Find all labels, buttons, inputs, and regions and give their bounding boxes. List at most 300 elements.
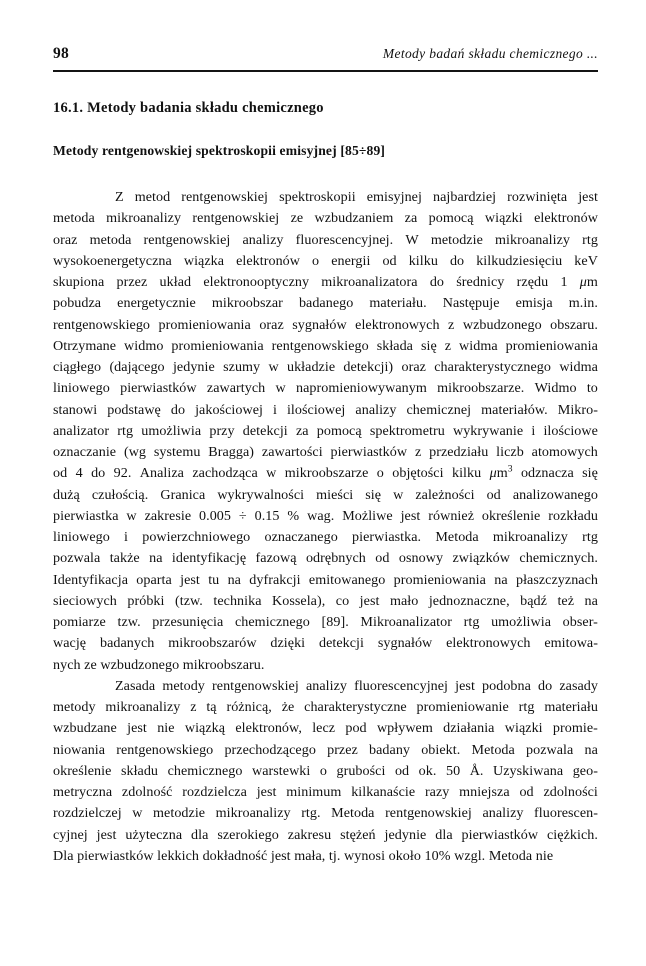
word: Å. xyxy=(469,762,484,779)
word: elektronów xyxy=(236,252,301,269)
word: geo- xyxy=(572,762,598,779)
word: o xyxy=(376,465,384,482)
word: fluorescencyjnej. xyxy=(295,231,394,248)
text-line xyxy=(53,676,598,697)
word: mało xyxy=(389,592,419,609)
word: jest xyxy=(180,571,200,588)
word: pozwala xyxy=(53,550,101,567)
word: (wg xyxy=(123,444,147,460)
word: elektronowych xyxy=(446,635,531,652)
word: rozkładu xyxy=(548,507,598,524)
text-line xyxy=(53,336,598,357)
word: przechodzącego xyxy=(224,741,316,758)
word: pomocą xyxy=(428,210,474,227)
word: przesunięcia xyxy=(152,614,224,630)
word: z xyxy=(444,337,452,354)
section-heading: 16.1. Metody badania składu chemicznego xyxy=(53,100,324,116)
text-line xyxy=(53,442,598,463)
word: rtg xyxy=(518,699,535,715)
word: tu xyxy=(208,571,220,588)
word: jest xyxy=(578,189,598,205)
word: rentgenowskiego xyxy=(271,337,369,354)
text-line xyxy=(53,803,598,824)
word: warstewki xyxy=(251,762,311,779)
text-line xyxy=(53,378,598,399)
word: tą xyxy=(206,699,217,715)
word: analizy xyxy=(355,401,397,418)
word: elektronowych xyxy=(355,316,440,333)
word: najbardziej xyxy=(432,189,497,205)
word: pod xyxy=(345,720,367,737)
word: mikroanalizy xyxy=(495,231,570,248)
page-number: 98 xyxy=(53,45,69,62)
word: jest xyxy=(455,677,475,694)
word: podstawę xyxy=(107,401,161,418)
word: związków xyxy=(452,550,511,567)
word: emitowanego xyxy=(308,571,386,588)
word: niowania xyxy=(53,741,106,758)
word: to xyxy=(586,380,598,397)
word: czułością. xyxy=(91,486,149,503)
word: 0.15 xyxy=(254,507,280,524)
word: analizator xyxy=(53,422,110,439)
word: sygnałów xyxy=(377,635,433,652)
word: ilościowej xyxy=(286,401,346,418)
word: oraz xyxy=(259,316,284,333)
word: szerokiego xyxy=(217,826,279,843)
word: rentgenowskiego xyxy=(53,316,151,333)
text-line xyxy=(53,527,598,548)
word: technika xyxy=(213,592,262,609)
word: kilkanaście xyxy=(351,784,416,800)
word: podobna xyxy=(482,677,531,694)
word: materiału xyxy=(544,699,598,715)
word: z xyxy=(190,699,197,715)
word: płaszczyznach xyxy=(515,571,598,588)
word: 50 xyxy=(445,762,461,779)
word: liczb xyxy=(496,444,524,460)
word: rozdzielcza xyxy=(182,784,247,800)
text-line xyxy=(53,251,598,272)
subsection-heading: Metody rentgenowskiej spektroskopii emisyjnej [85÷89] xyxy=(53,143,386,158)
word: w xyxy=(126,507,137,524)
text-line xyxy=(53,697,598,718)
word: elektronów xyxy=(534,210,598,227)
word: i xyxy=(272,401,277,418)
word: do xyxy=(429,274,445,290)
word: rozdzielczej xyxy=(53,805,122,822)
word: objętości xyxy=(392,465,444,482)
word: tzw. xyxy=(117,614,141,630)
word: widma xyxy=(559,359,598,375)
word: badanych xyxy=(99,635,155,652)
word: w xyxy=(393,486,404,503)
word: badanego xyxy=(298,295,354,312)
word: zakresie xyxy=(144,507,192,524)
text-line xyxy=(53,825,598,846)
word: sygnałów xyxy=(292,316,347,333)
word: metody xyxy=(53,699,96,715)
word: Uzyskiwana xyxy=(493,762,564,779)
word: Kossela), xyxy=(272,592,326,609)
word: spektroskopii xyxy=(279,189,356,205)
word: kilku xyxy=(451,465,482,482)
word: bądź xyxy=(520,592,547,609)
text-line xyxy=(53,187,598,208)
word: Metoda xyxy=(471,741,515,758)
word: materiałów. xyxy=(481,401,548,418)
word: umożliwia xyxy=(141,422,202,439)
text-line xyxy=(53,655,598,676)
word: od xyxy=(53,465,68,482)
word: w xyxy=(268,359,279,375)
word: oraz xyxy=(401,359,426,375)
word: Granica xyxy=(160,486,206,503)
word: % xyxy=(287,507,300,524)
word: Zasada xyxy=(115,677,156,694)
word: detekcji) xyxy=(343,359,394,375)
word: analizy xyxy=(242,231,284,248)
word: Dla pierwiastków lekkich dokładność jest mała, tj. wynosi około 10% wzgl. Metoda nie xyxy=(53,847,554,864)
text-line xyxy=(53,740,598,761)
word: Widmo xyxy=(534,380,577,397)
word: promieniowania xyxy=(158,316,251,333)
word: mikroanalizy xyxy=(215,805,291,822)
word: metodzie xyxy=(430,231,483,248)
word: pomiarze xyxy=(53,614,106,630)
word: widma xyxy=(459,337,498,354)
word: jedynie xyxy=(384,826,427,843)
word: określenie xyxy=(53,762,112,779)
word: w xyxy=(266,465,277,482)
word: mieści xyxy=(316,486,354,503)
word: mikroanalizy xyxy=(105,699,181,715)
word: widmo xyxy=(124,337,164,354)
word: jest xyxy=(96,826,117,843)
word: (dającego xyxy=(109,359,165,375)
word: mikroobszar xyxy=(211,295,283,312)
word: promieniowania xyxy=(393,571,486,588)
word: charakterystyczne xyxy=(304,699,407,715)
word: na xyxy=(149,550,163,567)
word: Otrzymane xyxy=(53,337,117,354)
running-head xyxy=(53,46,598,68)
word: promieniowania xyxy=(505,337,598,354)
word: mikroobszarów xyxy=(168,635,257,652)
word: Identyfikacja xyxy=(53,571,128,588)
word: Bragga) xyxy=(208,444,255,460)
word: o xyxy=(312,252,320,269)
word: szumy xyxy=(223,359,261,375)
word: oznaczanego xyxy=(264,529,338,545)
word: wag. xyxy=(307,507,335,524)
text-line xyxy=(53,570,598,591)
word: pobudza xyxy=(53,295,102,312)
word: Z xyxy=(115,189,124,205)
word: oraz xyxy=(53,231,78,248)
word: rtg. xyxy=(301,805,321,822)
word: wykrywanie xyxy=(452,422,524,439)
word: energii xyxy=(331,252,371,269)
text-line xyxy=(53,633,598,654)
word: systemu xyxy=(153,444,201,460)
word: promie- xyxy=(552,720,598,737)
word: odrębnych xyxy=(305,550,366,567)
word: nych ze wzbudzonego mikroobszaru. xyxy=(53,656,265,673)
word: od xyxy=(486,486,501,503)
word: rtg xyxy=(582,529,598,545)
word: Mikroanalizator xyxy=(360,614,452,630)
word: badany xyxy=(369,741,411,758)
word: chemicznych. xyxy=(519,550,598,567)
word: pierwiastka xyxy=(53,507,119,524)
word: do xyxy=(170,401,186,418)
word: na xyxy=(494,571,508,588)
header-rule xyxy=(53,70,598,72)
word: na xyxy=(584,592,598,609)
word: metryczna xyxy=(53,784,113,800)
word: od xyxy=(375,550,390,567)
word: rzędu xyxy=(516,274,549,290)
word: jest xyxy=(359,592,380,609)
word: Następuje xyxy=(442,295,500,312)
word: wysokoenergetyczna xyxy=(53,252,172,269)
text-line xyxy=(53,293,598,314)
word: dużą xyxy=(53,486,80,503)
word: przez xyxy=(327,741,358,758)
word: rentgenowskiej xyxy=(143,231,231,248)
word: pierwiastków xyxy=(461,826,539,843)
word: wację xyxy=(53,635,87,652)
word: dla xyxy=(191,826,209,843)
word: składa xyxy=(376,337,413,354)
text-line xyxy=(53,718,598,739)
text-line xyxy=(53,463,598,484)
word: użyteczna xyxy=(125,826,183,843)
word: obiekt. xyxy=(421,741,461,758)
word: rtg xyxy=(463,614,480,630)
word: mikroobszarze xyxy=(284,465,369,482)
word: spektrometru xyxy=(369,422,445,439)
text-line xyxy=(53,506,598,527)
word: wiązki xyxy=(504,720,543,737)
word: nie xyxy=(157,720,175,737)
word: zawartości xyxy=(261,444,323,460)
word: na xyxy=(584,741,598,758)
word: dzięki xyxy=(270,635,306,652)
text-line xyxy=(53,548,598,569)
word: osnowy xyxy=(398,550,444,567)
word: napromieniowywanym xyxy=(296,380,427,397)
word: do xyxy=(449,252,465,269)
text-line xyxy=(53,357,598,378)
word: Mikro- xyxy=(557,401,598,418)
word: materiału. xyxy=(369,295,427,312)
word: dyfrakcji xyxy=(249,571,301,588)
text-line xyxy=(53,782,598,803)
word: chemicznej xyxy=(406,401,472,418)
body-text xyxy=(53,187,598,867)
word: jednoznaczne, xyxy=(428,592,510,609)
word: ÷ xyxy=(238,507,247,524)
word: cyjnej xyxy=(53,826,88,843)
word: chemicznego xyxy=(234,614,310,630)
word: się xyxy=(365,486,382,503)
word: wykrywalności xyxy=(217,486,305,503)
word: liniowego xyxy=(53,380,110,397)
word: z xyxy=(414,444,422,460)
word: mikroobszarze. xyxy=(437,380,525,397)
word: jest xyxy=(256,784,277,800)
word: określenie xyxy=(481,507,541,524)
word: promieniowania xyxy=(171,337,264,354)
word: pozwala xyxy=(526,741,574,758)
word: metod xyxy=(134,189,171,205)
word: Możliwe xyxy=(342,507,393,524)
word: przedziału xyxy=(429,444,489,460)
word: kilkudziesięciu xyxy=(476,252,563,269)
word: fazową xyxy=(255,550,297,567)
word: detekcji xyxy=(242,422,288,439)
word: metoda xyxy=(53,210,95,227)
text-line xyxy=(53,421,598,442)
word: lecz xyxy=(312,720,336,737)
word: o xyxy=(319,762,327,779)
word: wzbudzane xyxy=(53,720,117,737)
word: skupiona xyxy=(53,274,105,290)
word: oparta xyxy=(136,571,172,588)
word: działania xyxy=(443,720,495,737)
word: 1 xyxy=(560,274,568,290)
word: powierzchniowego xyxy=(142,529,251,545)
word: i xyxy=(124,529,129,545)
word: pierwiastków xyxy=(330,444,408,460)
word: że xyxy=(281,699,295,715)
word: zależności xyxy=(415,486,475,503)
running-head-title: Metody badań składu chemicznego ... xyxy=(382,46,598,61)
word: rtg xyxy=(117,422,134,439)
word: przez xyxy=(116,274,148,290)
word: z xyxy=(448,316,455,333)
word: rentgenowskiej xyxy=(192,210,280,227)
word: obszaru. xyxy=(550,316,598,333)
word: μm xyxy=(579,274,598,290)
word: wzbudzonego xyxy=(462,316,542,333)
word: identyfikację xyxy=(171,550,247,567)
word: Metoda xyxy=(331,805,375,822)
word: oznaczanie xyxy=(53,444,117,460)
word: też xyxy=(557,592,575,609)
word: Metoda xyxy=(435,529,479,545)
word: wiązka xyxy=(183,252,225,269)
word: detekcji xyxy=(318,635,364,652)
word: rentgenowskiej xyxy=(385,805,472,822)
word: obser- xyxy=(562,614,598,630)
word: próbki xyxy=(127,592,165,609)
word: atomowych xyxy=(531,444,598,460)
word: rentgenowskiego xyxy=(116,741,214,758)
word: analizy xyxy=(305,677,347,694)
text-line xyxy=(53,761,598,782)
word: elektronów, xyxy=(235,720,302,737)
text-line xyxy=(53,591,598,612)
text-line xyxy=(53,400,598,421)
word: mikroanalizy xyxy=(492,529,568,545)
word: zawartych xyxy=(206,380,266,397)
word: stanowi xyxy=(53,401,98,418)
word: jakościowej xyxy=(195,401,263,418)
word: rozwinięta xyxy=(507,189,568,205)
word: rtg xyxy=(582,231,598,248)
word: do xyxy=(91,465,106,482)
word: rentgenowskiej xyxy=(212,677,299,694)
word: $\mu m^3$ xyxy=(489,463,513,482)
word: 0.005 xyxy=(199,507,231,524)
word: ilościowe xyxy=(543,422,598,439)
word: analizowanego xyxy=(512,486,598,503)
word: zasady xyxy=(559,677,598,694)
word: jedynie xyxy=(172,359,215,375)
word: w xyxy=(132,805,143,822)
word: elektronooptyczny xyxy=(203,274,310,290)
word: jest xyxy=(127,720,147,737)
word: metodzie xyxy=(153,805,206,822)
word: zachodząca xyxy=(192,465,258,482)
word: średnicy xyxy=(456,274,505,290)
word: analizy xyxy=(482,805,524,822)
word: wzbudzaniem xyxy=(314,210,394,227)
word: różnicą, xyxy=(226,699,272,715)
word: od xyxy=(394,762,410,779)
word: mikroanalizy xyxy=(106,210,182,227)
word: emisyjnej xyxy=(366,189,422,205)
word: od xyxy=(382,252,397,269)
word: również xyxy=(428,507,475,524)
word: chemicznego xyxy=(167,762,243,779)
text-line xyxy=(53,485,598,506)
word: promieniowanie xyxy=(416,699,509,715)
word: także xyxy=(109,550,140,567)
word: emitowa- xyxy=(544,635,598,652)
word: wiązki xyxy=(484,210,523,227)
word: 92. xyxy=(113,465,132,482)
word: liniowego xyxy=(53,529,110,545)
word: zakresu xyxy=(287,826,332,843)
word: jest xyxy=(400,507,421,524)
word: odznacza xyxy=(520,465,574,482)
word: układzie xyxy=(286,359,336,375)
word: charakterystycznego xyxy=(434,359,552,375)
word: do xyxy=(538,677,553,694)
word: się xyxy=(420,337,437,354)
word: co xyxy=(335,592,350,609)
word: na xyxy=(227,571,241,588)
word: mikroanalizatora xyxy=(321,274,418,290)
word: kilku xyxy=(408,252,438,269)
word: fluorescen- xyxy=(534,805,598,822)
word: metody xyxy=(162,677,205,694)
word: sieciowych xyxy=(53,592,117,609)
word: ciągłego xyxy=(53,359,102,375)
word: W xyxy=(405,231,419,248)
text-line xyxy=(53,315,598,336)
word: ciężkich. xyxy=(547,826,598,843)
text-line xyxy=(53,272,598,293)
word: Analiza xyxy=(139,465,184,482)
word: układ xyxy=(159,274,192,290)
word: składu xyxy=(120,762,159,779)
word: od xyxy=(519,784,534,800)
